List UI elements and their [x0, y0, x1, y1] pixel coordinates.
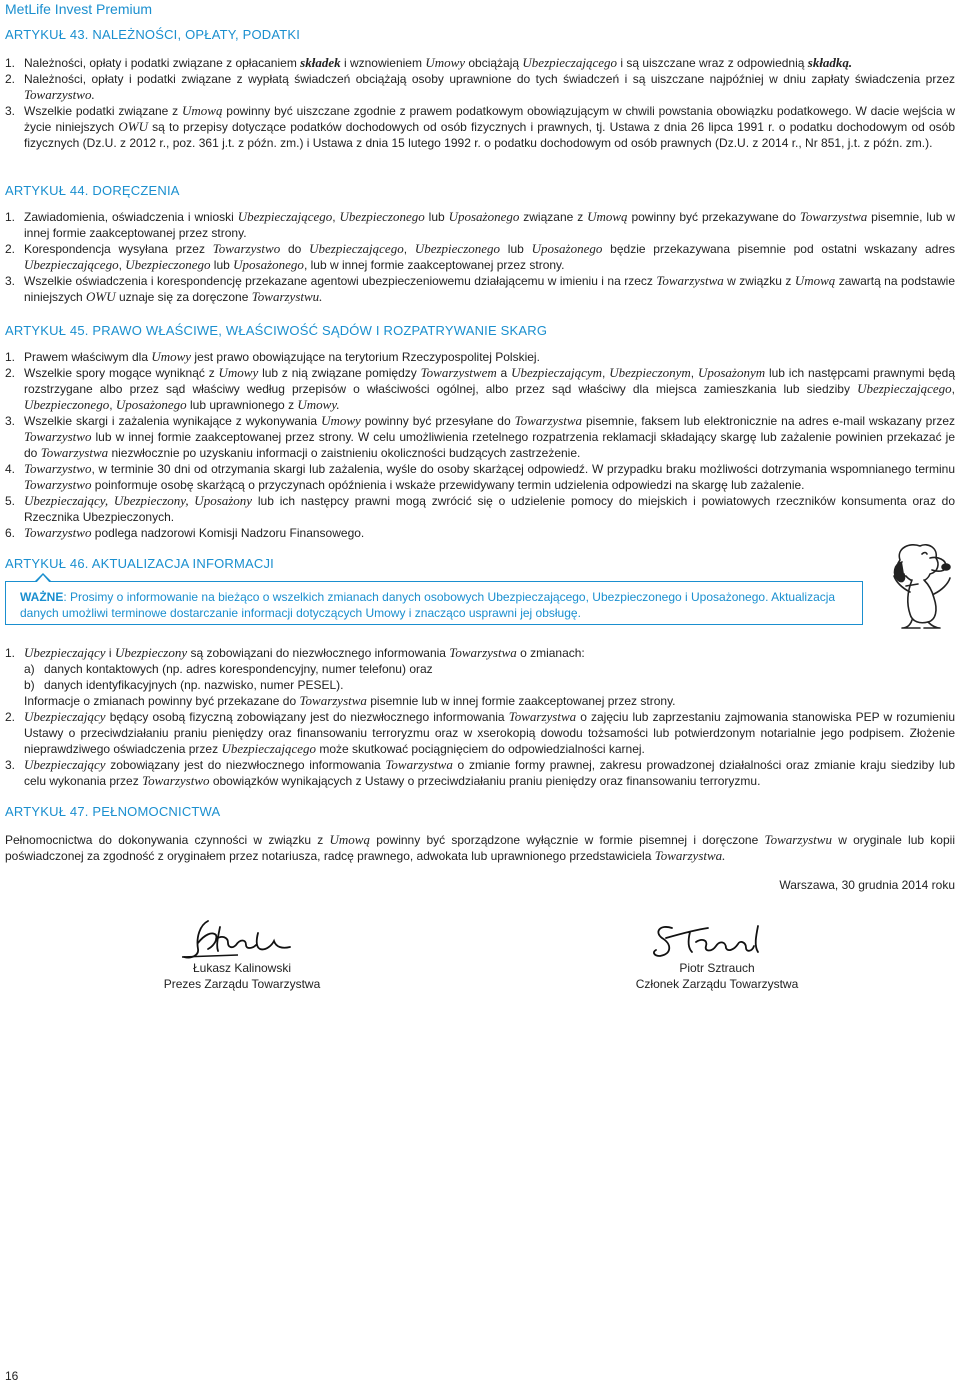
text-run: lub z nią związane pomiędzy — [258, 366, 421, 380]
document-header: MetLife Invest Premium — [5, 1, 153, 17]
text-run: powinny być przesyłane do — [360, 414, 515, 428]
article-43-heading: ARTYKUŁ 43. NALEŻNOŚCI, OPŁATY, PODATKI — [5, 27, 301, 42]
text-run: Informacje o zmianach powinny być przekazane do — [24, 694, 300, 708]
text-run: Należności, opłaty i podatki związane z wypłatą świadczeń obciążają osoby uprawnione do tych świadczeń i są uiszczane najpóźniej w dniu zapłaty świadczenia przez — [24, 72, 955, 86]
clause-text — [24, 241, 955, 273]
numbered-clause — [5, 349, 955, 365]
defined-term: Towarzystwa — [656, 273, 724, 288]
defined-term: Towarzystwa — [299, 693, 367, 708]
clause-paragraph — [24, 693, 955, 709]
defined-term: Umowy — [218, 365, 259, 380]
important-label: WAŻNE — [20, 590, 64, 604]
text-run: pisemnie, faksem lub elektronicznie na adres e-mail wskazany przez — [582, 414, 956, 428]
numbered-clause — [5, 645, 955, 709]
clause-paragraph — [24, 55, 955, 71]
defined-term: Umową — [329, 832, 370, 847]
numbered-clause — [5, 209, 955, 241]
defined-term: Ubezpieczającego — [857, 381, 952, 396]
defined-term: Towarzystwo — [24, 477, 92, 492]
article-46-body — [5, 645, 955, 789]
defined-term: Umową — [182, 103, 223, 118]
text-run: , — [332, 210, 340, 224]
text-run: obciążają — [465, 56, 523, 70]
text-run: Zawiadomienia, oświadczenia i wnioski — [24, 210, 238, 224]
text-run: zobowiązany jest do niezwłocznego informowania — [105, 758, 386, 772]
defined-term: Towarzystwo — [24, 461, 92, 476]
text-run: Pełnomocnictwa do dokonywania czynności w związku z — [5, 833, 330, 847]
clause-paragraph — [24, 525, 955, 541]
sub-item-label: a) — [24, 662, 35, 676]
clause-paragraph — [24, 645, 955, 661]
text-run: jest prawo obowiązujące na terytorium Rzeczypospolitej Polskiej. — [191, 350, 540, 364]
defined-term: Uposażonego — [233, 257, 304, 272]
signatory-role: Członek Zarządu Towarzystwa — [635, 977, 799, 991]
defined-term: Uposażonym — [697, 365, 766, 380]
defined-term: Ubezpieczonego — [125, 257, 211, 272]
defined-term: Towarzystwa — [514, 413, 583, 428]
text-run: , — [602, 366, 610, 380]
defined-term: OWU — [86, 289, 116, 304]
text-run: i — [105, 646, 115, 660]
text-run: , — [118, 258, 126, 272]
defined-term: Uposażonego — [531, 241, 603, 256]
text-run: lub ich następcami prawnymi będą rozstrzygane albo przez sąd właściwy według przepisów o właściwości ogólnej, albo przez sąd właściwy dla miejsca zamieszkania lub siedziby — [24, 366, 956, 396]
article-46-heading: ARTYKUŁ 46. AKTUALIZACJA INFORMACJI — [5, 556, 274, 571]
clause-number: 2. — [5, 242, 16, 256]
defined-term: Ubezpieczającego — [237, 209, 333, 224]
text-run: lub uprawnionego z — [186, 398, 298, 412]
text-run: powinny być uiszczane zgodnie z prawem podatkowym obowiązującym w chwili powstania obowiązku podatkowego. W dacie wejścia w życie niniejszych — [24, 104, 955, 134]
text-run: o zmianie formy prawnej, zakresu prowadzonej działalności oraz zmianie kraju siedziby lub celu wykonania przez — [24, 758, 955, 788]
text-run: w oryginale lub kopii poświadczonej za zgodność z oryginałem przez notariusza, radcę prawnego, adwokata lub uprawnionego przedstawiciela — [5, 833, 955, 863]
text-run: podlega nadzorowi Komisji Nadzoru Finansowego. — [91, 526, 365, 540]
text-run: niezwłocznie po uzyskaniu informacji o zaistnieniu okoliczności budzących zastrzeżenie. — [108, 446, 581, 460]
signatory-name: Piotr Sztrauch — [679, 961, 755, 975]
text-run: pisemnie, lub w innej formie zaakceptowanej przez strony. — [24, 210, 955, 240]
defined-term: Ubezpieczającym — [511, 365, 603, 380]
text-run: do — [280, 242, 310, 256]
clause-text — [24, 55, 955, 71]
sub-item-text: danych identyfikacyjnych (np. nazwisko, numer PESEL). — [44, 678, 344, 692]
numbered-clause — [5, 365, 955, 413]
numbered-clause — [5, 71, 955, 103]
defined-term: Ubezpieczonego — [24, 397, 110, 412]
text-run: lub — [500, 242, 532, 256]
clause-text — [24, 461, 955, 493]
sub-item-text: danych kontaktowych (np. adres korespondencyjny, numer telefonu) oraz — [44, 662, 433, 676]
place-and-date: Warszawa, 30 grudnia 2014 roku — [779, 878, 955, 892]
text-run: związane z — [519, 210, 588, 224]
clause-number: 5. — [5, 494, 16, 508]
defined-term: Umowy. — [297, 397, 340, 412]
defined-term: Umową — [587, 209, 628, 224]
clause-paragraph — [24, 209, 955, 241]
text-run: są to przepisy dotyczące podatków dochodowych od osób fizycznych i prawnych, tj. Ustawa z dnia 26 lipca 1991 r. o podatku dochodowym od osób fizycznych (Dz.U. z 2012 r., poz. 361 j.t. z późn. zm.) i Ustawa z dnia 15 lutego 1992 r. o podatku dochodowym od osób prawnych (Dz.U. z 2014 r., Nr 851, j.t. z późn. zm.). — [24, 120, 956, 150]
text-run: będzie przekazywana pisemnie pod ostatni wskazany adres — [602, 242, 956, 256]
numbered-clause — [5, 273, 955, 305]
defined-term: Ubezpieczającego — [522, 55, 617, 70]
defined-term: Uposażonego — [115, 397, 187, 412]
clause-text — [24, 525, 955, 541]
signature-sztrauch-icon — [650, 918, 772, 962]
defined-term: Towarzystwo — [212, 241, 281, 256]
clause-number: 1. — [5, 646, 16, 660]
text-run: o zmianach: — [516, 646, 585, 660]
text-run: poinformuje osobę skarżącą o przyczynach opóźnienia i wskaże przewidywany termin udzielenia odpowiedzi na skargę lub zażalenie. — [91, 478, 805, 492]
defined-term: Towarzystwem — [420, 365, 497, 380]
clause-paragraph — [24, 365, 955, 413]
text-run: lub w innej formie zaakceptowanej przez strony. W celu umożliwienia rzetelnego rozpatrzenia reklamacji składający skargę lub zażalenie powinien przekazać je do — [24, 430, 955, 460]
clause-number: 6. — [5, 526, 16, 540]
article-44-heading: ARTYKUŁ 44. DORĘCZENIA — [5, 183, 180, 198]
text-run: i są uiszczane wraz z odpowiednią — [617, 56, 808, 70]
defined-term: Towarzystwa — [40, 445, 109, 460]
numbered-clause — [5, 709, 955, 757]
defined-term: składek — [300, 55, 341, 70]
article-44-body — [5, 209, 955, 305]
defined-term: Towarzystwa — [799, 209, 868, 224]
numbered-clause — [5, 55, 955, 71]
numbered-clause — [5, 103, 955, 151]
clause-number: 3. — [5, 104, 16, 118]
clause-paragraph — [24, 103, 955, 151]
text-run: Korespondencja wysyłana przez — [24, 242, 213, 256]
text-run: może skutkować pociągnięciem do odpowiedzialności karnej. — [316, 742, 645, 756]
clause-text — [24, 757, 955, 789]
text-run: lub — [210, 258, 234, 272]
clause-number: 1. — [5, 350, 16, 364]
clause-number: 2. — [5, 710, 16, 724]
text-run: , — [951, 382, 955, 396]
article-47-body — [5, 832, 955, 864]
clause-number: 3. — [5, 274, 16, 288]
clause-text — [24, 645, 955, 709]
defined-term: Towarzystwu. — [251, 289, 323, 304]
clause-text — [24, 71, 955, 103]
defined-term: Towarzystwu — [764, 832, 832, 847]
clause-text — [24, 349, 955, 365]
defined-term: Ubezpieczony — [114, 645, 188, 660]
text-run: powinny być przekazywane do — [627, 210, 800, 224]
numbered-clause — [5, 413, 955, 461]
numbered-clause — [5, 241, 955, 273]
text-run: Wszelkie spory mogące wyniknąć z — [24, 366, 219, 380]
text-run: , — [403, 242, 415, 256]
article-43-body — [5, 55, 955, 151]
defined-term: Towarzystwo — [24, 525, 92, 540]
text-run: Wszelkie skargi i zażalenia wynikające z wykonywania — [24, 414, 322, 428]
defined-term: Ubezpieczający, Ubezpieczony, Uposażony — [24, 493, 253, 508]
numbered-clause — [5, 461, 955, 493]
defined-term: Ubezpieczający — [24, 757, 106, 772]
defined-term: Uposażonego — [448, 209, 520, 224]
defined-term: Ubezpieczającego — [24, 257, 119, 272]
article-47-heading: ARTYKUŁ 47. PEŁNOMOCNICTWA — [5, 804, 221, 819]
clause-text — [24, 365, 955, 413]
clause-text — [24, 709, 955, 757]
clause-number: 3. — [5, 414, 16, 428]
text-run: Należności, opłaty i podatki związane z opłacaniem — [24, 56, 301, 70]
defined-term: OWU — [118, 119, 148, 134]
defined-term: Umową — [794, 273, 836, 288]
defined-term: Ubezpieczonego — [339, 209, 425, 224]
defined-term: Umowy — [425, 55, 466, 70]
signature-kalinowski-icon — [178, 915, 298, 961]
signatory-role: Prezes Zarządu Towarzystwa — [163, 977, 321, 991]
important-message: : Prosimy o informowanie na bieżąco o wszelkich zmianach danych osobowych Ubezpieczającego, Ubezpieczonego i Uposażonego. Aktualizacja danych umożliwi terminowe dostarczanie informacji dotyczących Umowy i znacząco usprawni jej obsługę. — [20, 590, 836, 620]
text-run: , — [109, 398, 116, 412]
signatory-name: Łukasz Kalinowski — [192, 961, 292, 975]
defined-term: Umowy — [151, 349, 192, 364]
clause-number: 1. — [5, 56, 16, 70]
clause-text — [24, 209, 955, 241]
text-run: Wszelkie podatki związane z — [24, 104, 182, 118]
defined-term: Ubezpieczonego — [414, 241, 501, 256]
text-run: a — [496, 366, 512, 380]
text-run: zawartą na podstawie niniejszych — [24, 274, 956, 304]
clause-number: 2. — [5, 72, 16, 86]
clause-paragraph — [24, 349, 955, 365]
sub-item-label: b) — [24, 678, 35, 692]
signature-block-2 — [626, 960, 808, 992]
defined-term: składką. — [807, 55, 853, 70]
text-run: , w terminie 30 dni od otrzymania skargi lub zażalenia, wyśle do osoby skarżącej odpowiedź. W przypadku braku możliwości dotrzymania wspomnianego terminu — [91, 462, 955, 476]
page-number: 16 — [5, 1369, 19, 1383]
text-run: , lub w innej formie zaakceptowanej przez strony. — [303, 258, 565, 272]
text-run: lub — [424, 210, 449, 224]
defined-term: Towarzystwa — [508, 709, 577, 724]
text-run: są zobowiązani do niezwłocznego informowania — [187, 646, 450, 660]
text-run: Prawem właściwym dla — [24, 350, 152, 364]
clause-paragraph — [24, 493, 955, 525]
article-45-body — [5, 349, 955, 541]
text-run: o zajęciu lub zaprzestaniu zajmowania stanowiska PEP w rozumieniu Ustawy o przeciwdziałaniu praniu pieniędzy oraz finansowaniu terroryzmu oraz w xserokopią dowodu tożsamości lub potwierdzonym notarialnie jego podpisem. Złożenie nieprawdziwego oświadczenia przez — [24, 710, 955, 756]
numbered-clause — [5, 757, 955, 789]
clause-number: 3. — [5, 758, 16, 772]
defined-term: Ubezpieczającego — [309, 241, 404, 256]
defined-term: Ubezpieczającego — [221, 741, 317, 756]
defined-term: Towarzystwa — [449, 645, 517, 660]
defined-term: Towarzystwo. — [24, 87, 95, 102]
text-run: lub ich następcy prawni mogą zwrócić się o udzielenie pomocy do miejskich i powiatowych rzeczników konsumenta oraz do Rzecznika Ubezpieczonych. — [24, 494, 955, 524]
clause-paragraph — [24, 757, 955, 789]
text-run: w związku z — [723, 274, 795, 288]
defined-term: Ubezpieczający — [24, 709, 106, 724]
clause-number: 1. — [5, 210, 16, 224]
defined-term: Ubezpieczający — [24, 645, 106, 660]
signature-block-1 — [150, 960, 334, 992]
defined-term: Umowy — [321, 413, 361, 428]
important-notice-text — [20, 589, 860, 621]
numbered-clause — [5, 493, 955, 525]
defined-term: Towarzystwo — [142, 773, 210, 788]
clause-text — [24, 273, 955, 305]
sub-item — [24, 677, 955, 693]
snoopy-illustration-icon — [866, 540, 960, 630]
text-run: Wszelkie oświadczenia i korespondencję przekazane agentowi ubezpieczeniowemu działającemu w imieniu i na rzecz — [24, 274, 657, 288]
text-run: obowiązków wynikających z Ustawy o przeciwdziałaniu praniu pieniędzy oraz finansowaniu terroryzmu. — [209, 774, 761, 788]
clause-paragraph — [24, 273, 955, 305]
clause-text — [24, 413, 955, 461]
clause-paragraph — [24, 461, 955, 493]
article-45-heading: ARTYKUŁ 45. PRAWO WŁAŚCIWE, WŁAŚCIWOŚĆ SĄDÓW I ROZPATRYWANIE SKARG — [5, 323, 548, 338]
clause-number: 4. — [5, 462, 16, 476]
text-run: powinny być sporządzone wyłącznie w formie pisemnej i doręczone — [369, 833, 765, 847]
defined-term: Towarzystwa. — [654, 848, 726, 863]
defined-term: Towarzystwa — [385, 757, 453, 772]
text-run: będący osobą fizyczną zobowiązany jest do niezwłocznego informowania — [105, 710, 509, 724]
important-notice-box — [5, 581, 863, 625]
clause-paragraph — [24, 709, 955, 757]
text-run: pisemnie lub w innej formie zaakceptowanej przez strony. — [366, 694, 676, 708]
text-run: uznaje się za doręczone — [115, 290, 252, 304]
clause-text — [24, 103, 955, 151]
clause-text — [24, 493, 955, 525]
numbered-clause — [5, 525, 955, 541]
sub-item — [24, 661, 955, 677]
text-run: i wznowieniem — [340, 56, 426, 70]
clause-paragraph — [24, 413, 955, 461]
clause-paragraph — [24, 71, 955, 103]
clause-number: 2. — [5, 366, 16, 380]
defined-term: Towarzystwo — [24, 429, 92, 444]
defined-term: Ubezpieczonym — [609, 365, 691, 380]
text-run: , — [690, 366, 698, 380]
clause-paragraph — [24, 241, 955, 273]
